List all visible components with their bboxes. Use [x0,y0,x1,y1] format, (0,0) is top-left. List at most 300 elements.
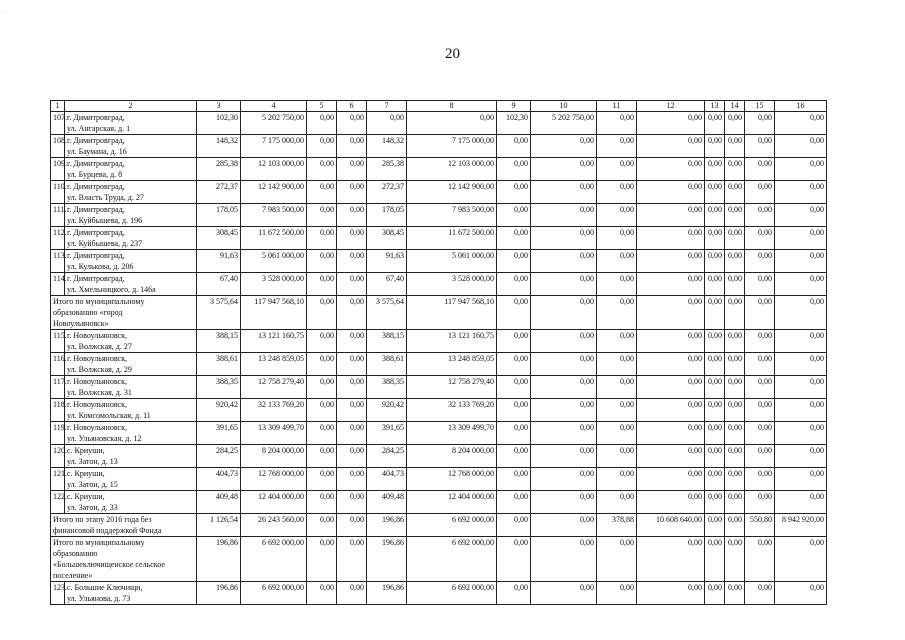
table-row [51,250,827,273]
value-cell-4: 12 404 000,00 [241,491,307,514]
table-row [51,582,827,605]
value-cell-11: 0,00 [597,445,637,468]
value-cell-12: 0,00 [637,273,705,296]
value-cell-8: 6 692 000,00 [407,582,497,605]
value-cell-6: 0,00 [337,445,367,468]
value-cell-15: 0,00 [745,250,775,273]
value-cell-13: 0,00 [705,181,725,204]
row-number: 117. [51,376,65,399]
value-cell-6: 0,00 [337,353,367,376]
subtotal-label-line: Новоульяновск» [53,319,109,328]
column-header: 6 [337,101,367,112]
value-cell-8: 12 768 000,00 [407,468,497,491]
value-cell-12: 0,00 [637,422,705,445]
value-cell-6: 0,00 [337,422,367,445]
value-cell-14: 0,00 [725,227,745,250]
column-header: 14 [725,101,745,112]
value-cell-16: 0,00 [775,181,827,204]
value-cell-11: 0,00 [597,491,637,514]
value-cell-11: 0,00 [597,273,637,296]
address-cell [65,135,197,158]
value-cell-5: 0,00 [307,181,337,204]
table-row [51,376,827,399]
value-cell-4: 7 983 500,00 [241,204,307,227]
value-cell-16: 0,00 [775,491,827,514]
value-cell-15: 0,00 [745,376,775,399]
value-cell-13: 0,00 [705,204,725,227]
value-cell-11: 0,00 [597,112,637,135]
value-cell-5: 0,00 [307,330,337,353]
value-cell-4: 32 133 769,20 [241,399,307,422]
value-cell-15: 0,00 [745,330,775,353]
subtotal-label [51,537,197,582]
value-cell-13: 0,00 [705,582,725,605]
value-cell-15: 0,00 [745,204,775,227]
value-cell-11: 0,00 [597,468,637,491]
value-cell-16: 0,00 [775,158,827,181]
value-cell-3: 388,35 [197,376,241,399]
row-number: 119. [51,422,65,445]
value-cell-10: 0,00 [531,353,597,376]
table-row [51,422,827,445]
value-cell-7: 148,32 [367,135,407,158]
value-cell-14: 0,00 [725,491,745,514]
address-street: ул. Куйбышева, д. 237 [67,239,143,248]
address-cell [65,273,197,296]
row-number: 116. [51,353,65,376]
value-cell-6: 0,00 [337,376,367,399]
value-cell-11: 0,00 [597,376,637,399]
value-cell-11: 378,88 [597,514,637,537]
value-cell-13: 0,00 [705,376,725,399]
value-cell-8: 8 204 000,00 [407,445,497,468]
value-cell-10: 0,00 [531,227,597,250]
value-cell-10: 5 202 750,00 [531,112,597,135]
address-locality: с. Большие Ключищи, [67,583,143,592]
value-cell-12: 0,00 [637,112,705,135]
row-number: 108. [51,135,65,158]
value-cell-14: 0,00 [725,376,745,399]
column-header: 4 [241,101,307,112]
value-cell-12: 0,00 [637,376,705,399]
value-cell-8: 32 133 769,20 [407,399,497,422]
value-cell-13: 0,00 [705,250,725,273]
value-cell-16: 0,00 [775,422,827,445]
value-cell-10: 0,00 [531,376,597,399]
address-cell [65,422,197,445]
address-street: ул. Бурцева, д. 8 [67,170,123,179]
value-cell-3: 272,37 [197,181,241,204]
value-cell-14: 0,00 [725,537,745,582]
subtotal-label-line: финансовой поддержкой Фонда [53,526,162,535]
value-cell-12: 0,00 [637,135,705,158]
value-cell-16: 0,00 [775,273,827,296]
value-cell-7: 178,05 [367,204,407,227]
scan-mark: . [4,6,6,15]
value-cell-7: 404,73 [367,468,407,491]
address-locality: г. Новоульяновск, [67,423,127,432]
value-cell-7: 285,38 [367,158,407,181]
value-cell-5: 0,00 [307,204,337,227]
value-cell-14: 0,00 [725,330,745,353]
subtotal-label [51,296,197,330]
value-cell-14: 0,00 [725,468,745,491]
address-locality: г. Новоульяновск, [67,354,127,363]
value-cell-3: 148,32 [197,135,241,158]
value-cell-13: 0,00 [705,296,725,330]
value-cell-9: 0,00 [497,181,531,204]
address-locality: с. Криуши, [67,492,105,501]
value-cell-13: 0,00 [705,468,725,491]
value-cell-4: 12 142 900,00 [241,181,307,204]
value-cell-9: 0,00 [497,330,531,353]
value-cell-6: 0,00 [337,514,367,537]
row-number: 110. [51,181,65,204]
value-cell-14: 0,00 [725,112,745,135]
value-cell-7: 196,86 [367,537,407,582]
value-cell-8: 12 103 000,00 [407,158,497,181]
column-header: 1 [51,101,65,112]
value-cell-4: 13 248 859,05 [241,353,307,376]
value-cell-9: 0,00 [497,227,531,250]
column-header: 11 [597,101,637,112]
value-cell-4: 12 768 000,00 [241,468,307,491]
address-cell [65,376,197,399]
value-cell-5: 0,00 [307,537,337,582]
value-cell-6: 0,00 [337,491,367,514]
address-locality: г. Новоульяновск, [67,377,127,386]
address-street: ул. Затон, д. 13 [67,457,118,466]
value-cell-11: 0,00 [597,227,637,250]
value-cell-14: 0,00 [725,445,745,468]
address-locality: г. Новоульяновск, [67,331,127,340]
value-cell-7: 391,65 [367,422,407,445]
value-cell-15: 0,00 [745,491,775,514]
value-cell-3: 284,25 [197,445,241,468]
subtotal-label-line: образованию [53,549,98,558]
subtotal-label-line: Итого по этапу 2016 года без [53,515,152,524]
value-cell-13: 0,00 [705,445,725,468]
value-cell-11: 0,00 [597,582,637,605]
value-cell-13: 0,00 [705,399,725,422]
value-cell-12: 0,00 [637,468,705,491]
value-cell-11: 0,00 [597,204,637,227]
subtotal-row [51,537,827,582]
value-cell-8: 13 248 859,05 [407,353,497,376]
value-cell-9: 0,00 [497,353,531,376]
value-cell-10: 0,00 [531,330,597,353]
value-cell-11: 0,00 [597,250,637,273]
value-cell-7: 196,86 [367,582,407,605]
table-row [51,330,827,353]
row-number: 120. [51,445,65,468]
value-cell-10: 0,00 [531,468,597,491]
value-cell-10: 0,00 [531,181,597,204]
value-cell-16: 0,00 [775,112,827,135]
value-cell-8: 7 983 500,00 [407,204,497,227]
address-cell [65,227,197,250]
address-cell [65,330,197,353]
address-cell [65,491,197,514]
value-cell-5: 0,00 [307,112,337,135]
row-number: 114. [51,273,65,296]
value-cell-10: 0,00 [531,537,597,582]
address-locality: г. Димитровград, [67,205,125,214]
value-cell-10: 0,00 [531,491,597,514]
address-street: ул. Баумана, д. 16 [67,147,127,156]
column-header: 5 [307,101,337,112]
address-locality: г. Димитровград, [67,113,125,122]
value-cell-9: 0,00 [497,250,531,273]
value-cell-5: 0,00 [307,422,337,445]
subtotal-label-line: образованию «город [53,308,123,317]
value-cell-12: 0,00 [637,491,705,514]
value-cell-7: 0,00 [367,112,407,135]
table-row [51,491,827,514]
value-cell-10: 0,00 [531,273,597,296]
address-street: ул. Власть Труда, д. 27 [67,193,144,202]
address-street: ул. Затон, д. 33 [67,503,118,512]
address-street: ул. Волжская, д. 27 [67,342,132,351]
value-cell-16: 0,00 [775,582,827,605]
subtotal-label [51,514,197,537]
value-cell-7: 308,45 [367,227,407,250]
value-cell-13: 0,00 [705,112,725,135]
value-cell-16: 0,00 [775,330,827,353]
value-cell-3: 91,63 [197,250,241,273]
value-cell-11: 0,00 [597,537,637,582]
value-cell-4: 6 692 000,00 [241,582,307,605]
value-cell-9: 0,00 [497,158,531,181]
value-cell-13: 0,00 [705,273,725,296]
address-locality: г. Димитровград, [67,251,125,260]
value-cell-15: 0,00 [745,158,775,181]
row-number: 111. [51,204,65,227]
value-cell-12: 0,00 [637,537,705,582]
value-cell-14: 0,00 [725,296,745,330]
value-cell-15: 0,00 [745,227,775,250]
value-cell-8: 12 758 279,40 [407,376,497,399]
value-cell-8: 13 309 499,70 [407,422,497,445]
value-cell-6: 0,00 [337,273,367,296]
value-cell-7: 388,15 [367,330,407,353]
address-cell [65,445,197,468]
value-cell-9: 102,30 [497,112,531,135]
address-locality: г. Димитровград, [67,274,125,283]
value-cell-4: 7 175 000,00 [241,135,307,158]
row-number: 113. [51,250,65,273]
value-cell-5: 0,00 [307,468,337,491]
value-cell-13: 0,00 [705,537,725,582]
value-cell-7: 284,25 [367,445,407,468]
value-cell-11: 0,00 [597,135,637,158]
value-cell-15: 0,00 [745,582,775,605]
address-street: ул. Волжская, д. 29 [67,365,132,374]
column-header: 16 [775,101,827,112]
value-cell-10: 0,00 [531,422,597,445]
address-street: ул. Волжская, д. 31 [67,388,132,397]
value-cell-15: 550,80 [745,514,775,537]
subtotal-label-line: поселение» [53,571,93,580]
value-cell-7: 409,48 [367,491,407,514]
value-cell-4: 6 692 000,00 [241,537,307,582]
table-row [51,135,827,158]
value-cell-6: 0,00 [337,112,367,135]
address-locality: с. Криуши, [67,446,105,455]
value-cell-5: 0,00 [307,353,337,376]
value-cell-11: 0,00 [597,296,637,330]
value-cell-8: 6 692 000,00 [407,514,497,537]
address-cell [65,112,197,135]
subtotal-label-line: Итого по муниципальному [53,538,145,547]
value-cell-16: 0,00 [775,399,827,422]
value-cell-3: 388,61 [197,353,241,376]
value-cell-10: 0,00 [531,250,597,273]
value-cell-12: 0,00 [637,250,705,273]
value-cell-12: 0,00 [637,445,705,468]
value-cell-13: 0,00 [705,158,725,181]
address-cell [65,158,197,181]
value-cell-9: 0,00 [497,445,531,468]
row-number: 107. [51,112,65,135]
value-cell-6: 0,00 [337,204,367,227]
value-cell-6: 0,00 [337,296,367,330]
value-cell-14: 0,00 [725,399,745,422]
address-street: ул. Хмельницкого, д. 146а [67,285,156,294]
value-cell-5: 0,00 [307,273,337,296]
value-cell-14: 0,00 [725,250,745,273]
value-cell-6: 0,00 [337,181,367,204]
address-locality: г. Новоульяновск, [67,400,127,409]
value-cell-7: 388,61 [367,353,407,376]
value-cell-8: 6 692 000,00 [407,537,497,582]
value-cell-4: 26 243 560,00 [241,514,307,537]
value-cell-16: 8 942 920,00 [775,514,827,537]
value-cell-15: 0,00 [745,537,775,582]
address-cell [65,468,197,491]
address-street: ул. Кулькова, д. 206 [67,262,134,271]
value-cell-8: 13 121 160,75 [407,330,497,353]
row-number: 121. [51,468,65,491]
value-cell-4: 13 121 160,75 [241,330,307,353]
table-row [51,353,827,376]
value-cell-8: 0,00 [407,112,497,135]
address-locality: г. Димитровград, [67,182,125,191]
value-cell-11: 0,00 [597,330,637,353]
row-number: 122. [51,491,65,514]
value-cell-8: 7 175 000,00 [407,135,497,158]
value-cell-12: 0,00 [637,296,705,330]
value-cell-16: 0,00 [775,135,827,158]
address-cell [65,181,197,204]
value-cell-13: 0,00 [705,514,725,537]
value-cell-11: 0,00 [597,399,637,422]
table-row [51,399,827,422]
table-row [51,158,827,181]
value-cell-12: 0,00 [637,330,705,353]
value-cell-14: 0,00 [725,135,745,158]
value-cell-3: 196,86 [197,537,241,582]
column-header: 8 [407,101,497,112]
address-cell [65,250,197,273]
value-cell-6: 0,00 [337,468,367,491]
value-cell-3: 196,86 [197,582,241,605]
value-cell-3: 102,30 [197,112,241,135]
value-cell-3: 67,40 [197,273,241,296]
value-cell-16: 0,00 [775,296,827,330]
value-cell-14: 0,00 [725,422,745,445]
value-cell-14: 0,00 [725,181,745,204]
value-cell-4: 5 061 000,00 [241,250,307,273]
value-cell-4: 5 202 750,00 [241,112,307,135]
column-header: 3 [197,101,241,112]
address-street: ул. Куйбышева, д. 196 [67,216,143,225]
value-cell-9: 0,00 [497,399,531,422]
value-cell-9: 0,00 [497,376,531,399]
value-cell-11: 0,00 [597,353,637,376]
table-row [51,227,827,250]
subtotal-label-line: Итого по муниципальному [53,297,145,306]
value-cell-7: 3 575,64 [367,296,407,330]
value-cell-15: 0,00 [745,273,775,296]
value-cell-12: 0,00 [637,158,705,181]
value-cell-15: 0,00 [745,296,775,330]
value-cell-12: 0,00 [637,204,705,227]
value-cell-3: 308,45 [197,227,241,250]
value-cell-4: 3 528 000,00 [241,273,307,296]
value-cell-16: 0,00 [775,468,827,491]
value-cell-7: 388,35 [367,376,407,399]
value-cell-9: 0,00 [497,582,531,605]
value-cell-14: 0,00 [725,353,745,376]
value-cell-14: 0,00 [725,582,745,605]
value-cell-6: 0,00 [337,537,367,582]
value-cell-5: 0,00 [307,158,337,181]
column-header: 12 [637,101,705,112]
value-cell-10: 0,00 [531,158,597,181]
value-cell-4: 12 103 000,00 [241,158,307,181]
value-cell-13: 0,00 [705,422,725,445]
address-cell [65,353,197,376]
value-cell-15: 0,00 [745,135,775,158]
column-header: 2 [65,101,197,112]
value-cell-12: 0,00 [637,227,705,250]
value-cell-7: 67,40 [367,273,407,296]
column-header: 10 [531,101,597,112]
value-cell-12: 0,00 [637,582,705,605]
value-cell-6: 0,00 [337,227,367,250]
column-header: 15 [745,101,775,112]
value-cell-14: 0,00 [725,514,745,537]
value-cell-11: 0,00 [597,422,637,445]
value-cell-15: 0,00 [745,468,775,491]
value-cell-14: 0,00 [725,158,745,181]
value-cell-3: 409,48 [197,491,241,514]
value-cell-4: 11 672 500,00 [241,227,307,250]
value-cell-6: 0,00 [337,399,367,422]
value-cell-9: 0,00 [497,491,531,514]
value-cell-6: 0,00 [337,135,367,158]
value-cell-3: 285,38 [197,158,241,181]
row-number: 109. [51,158,65,181]
value-cell-9: 0,00 [497,135,531,158]
value-cell-15: 0,00 [745,112,775,135]
value-cell-13: 0,00 [705,227,725,250]
value-cell-5: 0,00 [307,491,337,514]
value-cell-13: 0,00 [705,491,725,514]
value-cell-14: 0,00 [725,273,745,296]
value-cell-16: 0,00 [775,353,827,376]
